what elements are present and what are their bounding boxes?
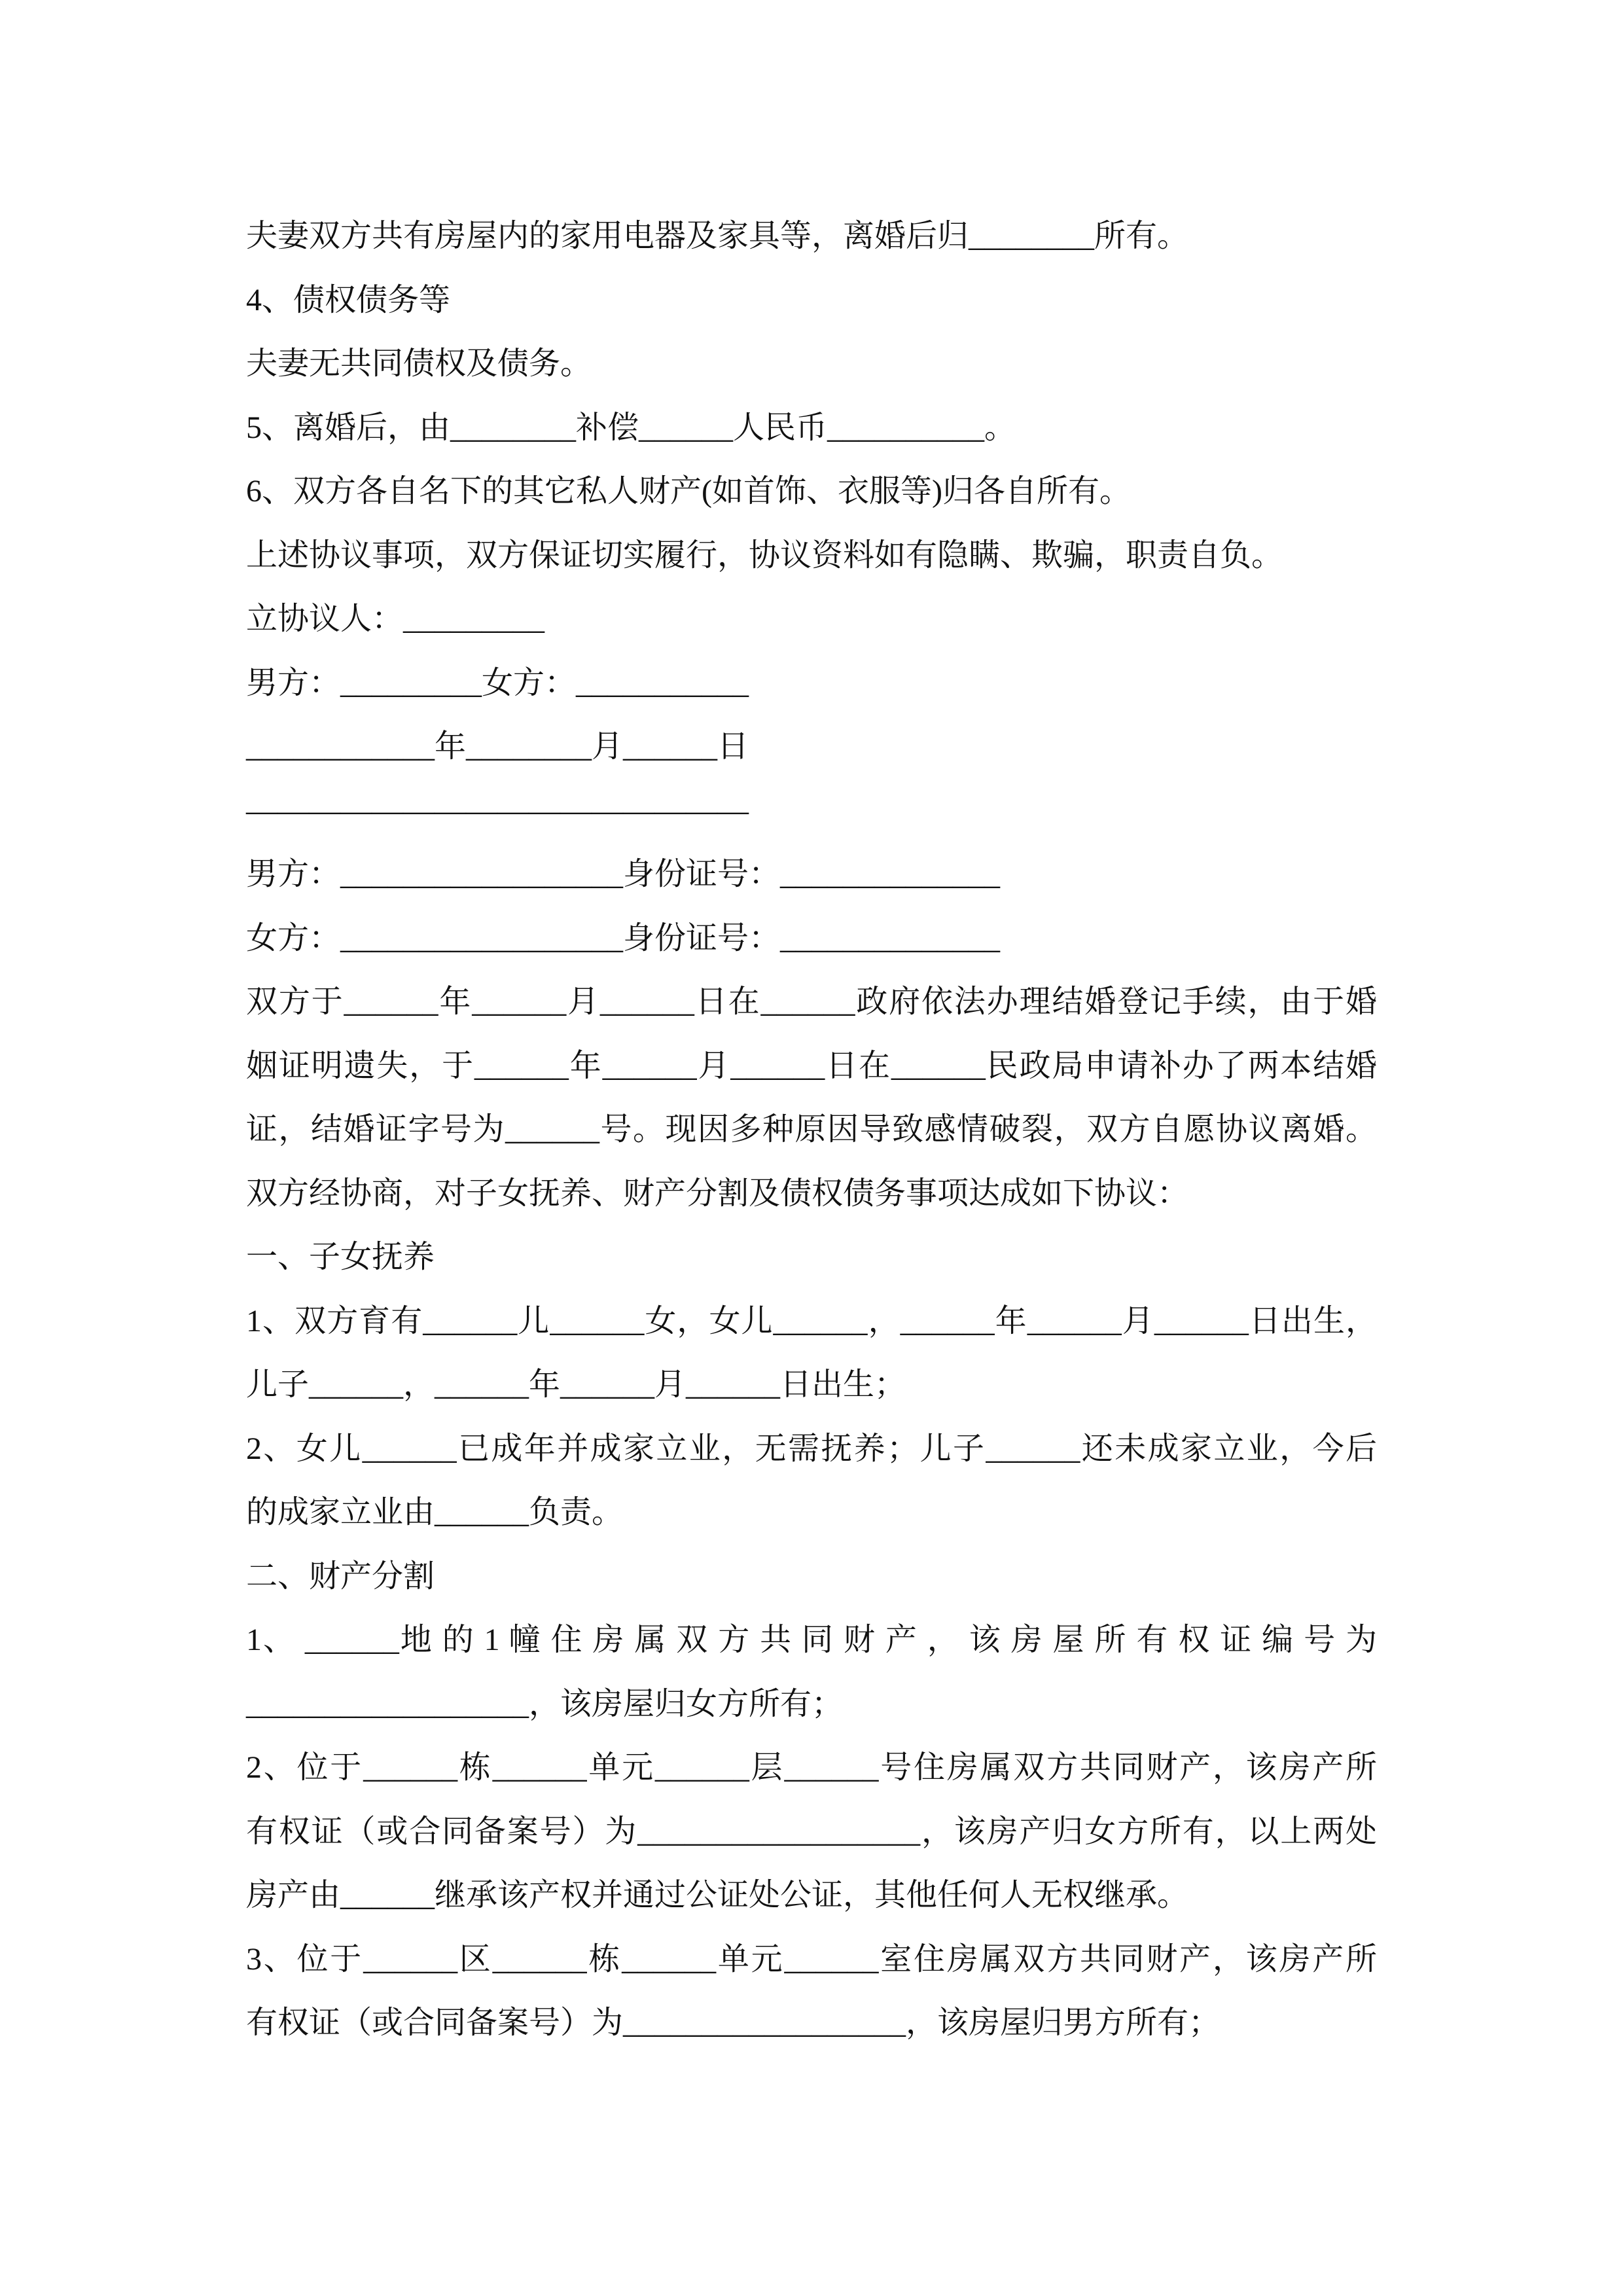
signatory-line: 立协议人：_________	[246, 601, 545, 636]
text-line: 有权证（或合同备案号）为__________________，该房屋归男方所有；	[246, 2005, 1221, 2040]
text-line: 3、位于______区______栋______单元______室住房属双方共同财产，该房产所	[246, 1941, 1377, 1977]
text-line: 有权证（或合同备案号）为__________________，该房产归女方所有，以上两处	[246, 1814, 1377, 1849]
text-line: 夫妻无共同债权及债务。	[246, 346, 592, 381]
document-page	[246, 204, 1377, 2055]
husband-id-line: 男方：__________________身份证号：______________	[246, 857, 1001, 891]
divider-line: ————————————————	[246, 793, 749, 828]
text-line: 1、 ______地 的 1 幢 住 房 属 双 方 共 同 财 产 ， 该 房 屋 所 有 权 证 编 号 为	[246, 1623, 1377, 1657]
text-line: 2、位于______栋______单元______层______号住房属双方共同财产，该房产所	[246, 1750, 1377, 1785]
text-line: 姻证明遗失，于______年______月______日在______民政局申请补办了两本结婚	[246, 1048, 1377, 1083]
section-heading: 二、财产分割	[246, 1558, 435, 1594]
signature-line: 男方：_________女方：___________	[246, 665, 749, 700]
wife-id-line: 女方：__________________身份证号：______________	[246, 920, 1001, 956]
text-line: 证，结婚证字号为______号。现因多种原因导致感情破裂，双方自愿协议离婚。	[246, 1112, 1377, 1147]
text-line: 房产由______继承该产权并通过公证处公证，其他任何人无权继承。	[246, 1878, 1189, 1912]
text-line: 1、双方育有______儿______女，女儿______，______年______月______日出生，	[246, 1303, 1377, 1338]
text-line: 5、离婚后，由________补偿______人民币__________。	[246, 410, 1016, 445]
text-line: __________________，该房屋归女方所有；	[246, 1686, 844, 1721]
section-heading: 一、子女抚养	[246, 1240, 435, 1274]
text-line: 2、女儿______已成年并成家立业，无需抚养；儿子______还未成家立业，今后	[246, 1431, 1377, 1466]
text-line: 双方经协商，对子女抚养、财产分割及债权债务事项达成如下协议：	[246, 1175, 1189, 1211]
text-line: 6、双方各自名下的其它私人财产(如首饰、衣服等)归各自所有。	[246, 474, 1131, 509]
text-line: 双方于______年______月______日在______政府依法办理结婚登记手续，由于婚	[246, 984, 1377, 1019]
text-line: 上述协议事项，双方保证切实履行，协议资料如有隐瞒、欺骗，职责自负。	[246, 537, 1283, 573]
text-line: 的成家立业由______负责。	[246, 1495, 624, 1530]
section-heading: 4、债权债务等	[246, 282, 451, 317]
text-line: 儿子______，______年______月______日出生；	[246, 1367, 906, 1402]
date-line: ____________年________月______日	[246, 729, 749, 764]
text-line: 夫妻双方共有房屋内的家用电器及家具等，离婚后归________所有。	[246, 219, 1189, 253]
